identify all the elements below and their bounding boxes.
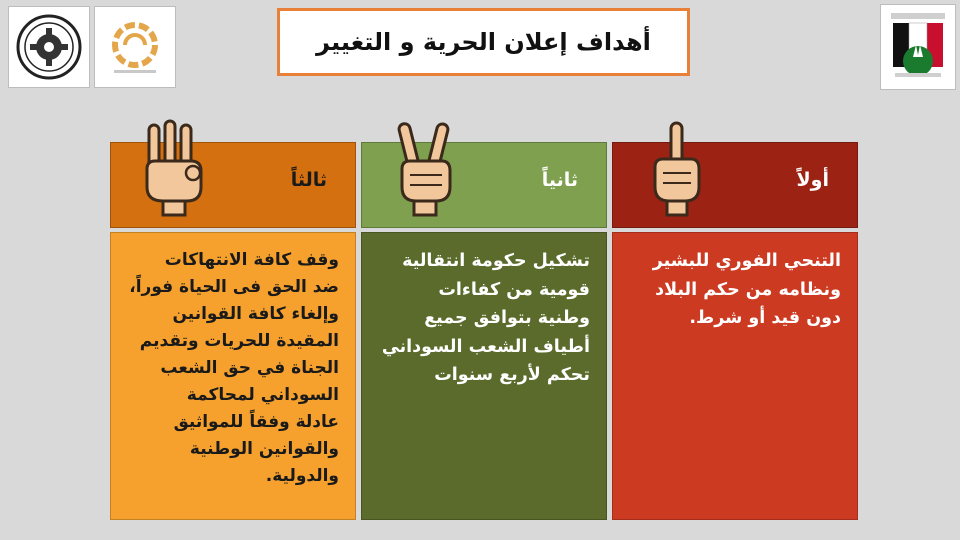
column-first-text: التنحي الفوري للبشير ونظامه من حكم البلاد دون قيد أو شرط. <box>652 251 841 328</box>
column-second-body <box>361 232 607 520</box>
engineers-logo <box>94 6 176 88</box>
title-box <box>277 8 690 76</box>
column-second-label: ثانياً <box>541 169 578 191</box>
column-first-body <box>612 232 858 520</box>
page-title: أهداف إعلان الحرية و التغيير <box>316 28 651 56</box>
column-third-label: ثالثاً <box>290 169 327 191</box>
column-third-header <box>110 142 356 228</box>
column-second-text: تشكيل حكومة انتقالية قومية من كفاءات وطنية بتوافق جميع أطياف الشعب السوداني تحكم لأربع سنوات <box>381 251 590 385</box>
engineers-emblem-icon <box>100 12 170 82</box>
column-first-header <box>612 142 858 228</box>
column-third-body <box>110 232 356 520</box>
column-third-text: وقف كافة الانتهاكات ضد الحق فى الحياة فوراً، وإلغاء كافة القوانين المقيدة للحريات وتقديم الجناة في حق الشعب السوداني لمحاكمة عادلة وفقاً للمواثيق والقوانين الوطنية والدولية. <box>129 250 339 486</box>
university-logo <box>880 4 956 90</box>
two-fingers-hand-icon <box>390 117 460 217</box>
university-emblem-icon <box>885 9 951 85</box>
three-fingers-hand-icon <box>139 117 209 217</box>
column-second-header <box>361 142 607 228</box>
association-logo-left <box>8 6 90 88</box>
one-finger-hand-icon <box>641 117 711 217</box>
column-first-label: أولاً <box>796 169 829 191</box>
gear-emblem-icon <box>14 12 84 82</box>
